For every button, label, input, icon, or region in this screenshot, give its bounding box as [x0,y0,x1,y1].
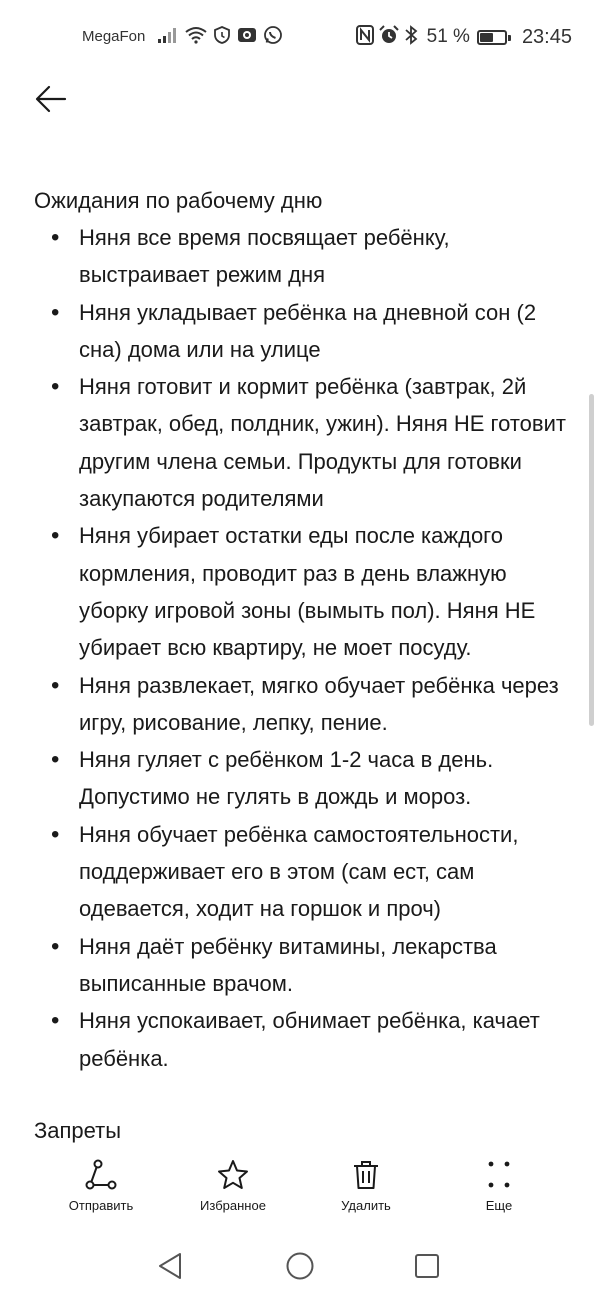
signal-icon [157,26,179,49]
list-item: • Няня развлекает, мягко обучает ребёнка через игру, рисование, лепку, пение. [34,667,574,742]
back-button[interactable] [28,78,74,124]
home-circle-icon [285,1251,315,1286]
list-item: • Няня даёт ребёнку витамины, лекарства выписанные врачом. [34,928,574,1003]
arrow-left-icon [35,85,67,118]
list-item: • Няня убирает остатки еды после каждого кормления, проводит раз в день влажную уборку игровой зоны (вымыть пол). Няня НЕ убирает всю квартиру, не моет посуду. [34,517,574,666]
nav-recents-button[interactable] [407,1248,447,1288]
battery-percent: 51 % [426,26,470,47]
status-right-icons [356,25,572,49]
recents-square-icon [413,1252,441,1285]
bluetooth-icon [404,25,418,50]
alarm-icon [379,25,399,50]
clock-time: 23:45 [521,25,572,48]
next-section-heading: Запреты [34,1118,122,1143]
list-item: • Няня укладывает ребёнка на дневной сон (2 сна) дома или на улице [34,294,574,369]
list-item: • Няня все время посвящает ребёнку, выстраивает режим дня [34,219,574,294]
delete-button[interactable] [306,1158,426,1213]
camera-icon [237,26,257,49]
status-bar [0,0,600,76]
more-label: Еще [485,1198,513,1213]
send-button[interactable] [41,1158,161,1213]
more-dots-icon [482,1158,516,1192]
bottom-toolbar [0,1158,600,1228]
share-icon [84,1158,118,1192]
nav-home-button[interactable] [280,1248,320,1288]
delete-label: Удалить [341,1198,391,1213]
note-content [34,182,574,1077]
list-item: • Няня гуляет с ребёнком 1-2 часа в день. Допустимо не гулять в дождь и мороз. [34,741,574,816]
battery-level-fill [480,33,493,42]
nfc-icon [356,25,374,50]
list-item: • Няня готовит и кормит ребёнка (завтрак, 2й завтрак, обед, полдник, ужин). Няня НЕ готовит другим члена семьи. Продукты для готовки закупаются родителями [34,368,574,517]
trash-icon [349,1158,383,1192]
wifi-icon [185,26,207,49]
list-item: • Няня успокаивает, обнимает ребёнка, качает ребёнка. [34,1002,574,1077]
star-icon [216,1158,250,1192]
battery-icon [477,30,507,45]
clock-icon [213,26,231,49]
bullet-list [34,219,574,1077]
section-heading: Ожидания по рабочему дню [34,188,323,213]
scrollbar[interactable] [589,394,594,726]
whatsapp-icon [263,25,283,50]
system-nav-bar [0,1240,600,1292]
nav-back-button[interactable] [150,1248,190,1288]
list-item: • Няня обучает ребёнка самостоятельности, поддерживает его в этом (сам ест, сам одевается, ходит на горшок и проч) [34,816,574,928]
favorites-button[interactable] [173,1158,293,1213]
back-triangle-icon [156,1251,184,1286]
status-left-icons [157,25,283,49]
carrier-name: MegaFon [82,28,146,45]
more-button[interactable] [439,1158,559,1213]
favorites-label: Избранное [200,1198,266,1213]
send-label: Отправить [68,1198,134,1213]
